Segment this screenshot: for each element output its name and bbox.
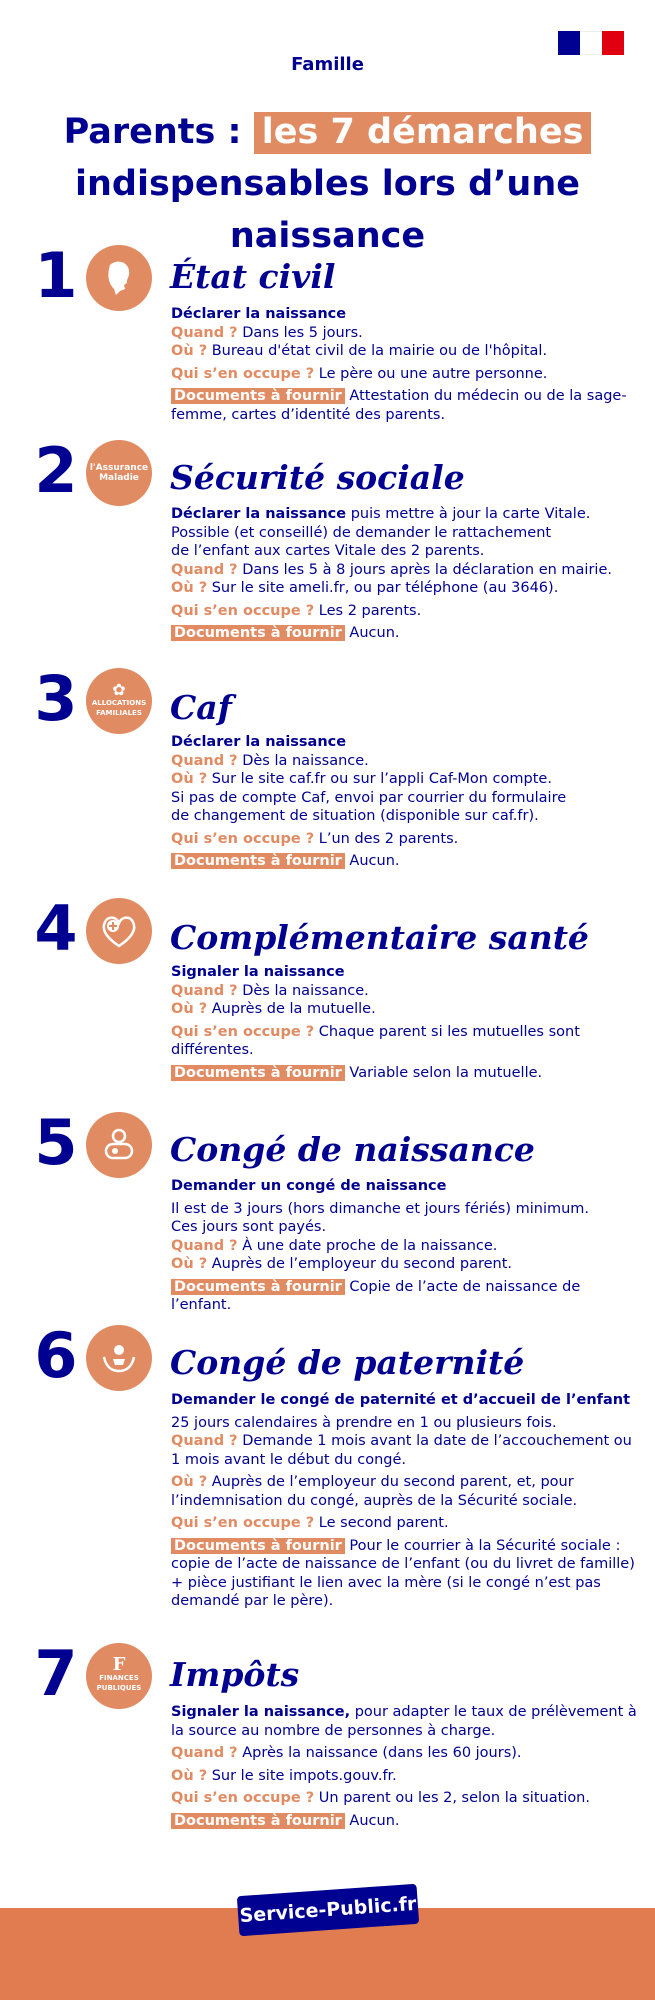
face-profile-icon	[86, 245, 152, 311]
step-body: Déclarer la naissance Quand ? Dès la naissance. Où ? Sur le site caf.fr ou sur l’appli Caf-Mon compte. Si pas de compte Caf, envoi par courrier du formulaire de changement de situation (disponible sur caf.fr). Qui s’en occupe ? L’un des 2 parents. Documents à fournir Aucun.	[171, 734, 567, 869]
category-label: Famille	[291, 54, 364, 75]
title-prefix: Parents :	[63, 112, 242, 152]
step-title: Impôts	[170, 1655, 300, 1694]
step-title: Sécurité sociale	[170, 458, 465, 497]
step-body: Signaler la naissance Quand ? Dès la naissance. Où ? Auprès de la mutuelle. Qui s’en occupe ? Chaque parent si les mutuelles sont différentes. Documents à fournir Variable selon la mutuelle.	[171, 964, 580, 1081]
step-body: Déclarer la naissance puis mettre à jour la carte Vitale. Possible (et conseillé) de demander le rattachement de l’enfant aux cartes Vitale des 2 parents. Quand ? Dans les 5 à 8 jours après la déclaration en mairie. Où ? Sur le site ameli.fr, ou par téléphone (au 3646). Qui s’en occupe ? Les 2 parents. Documents à fournir Aucun.	[171, 506, 612, 641]
step-number: 7	[34, 1637, 78, 1710]
assurance-maladie-logo: l'Assurance Maladie	[86, 440, 152, 506]
step-title: Complémentaire santé	[170, 918, 589, 957]
step-number: 3	[34, 662, 78, 735]
step-body: Demander un congé de naissance Il est de 3 jours (hors dimanche et jours fériés) minimum. Ces jours sont payés. Quand ? À une date proche de la naissance. Où ? Auprès de l’employeur du second parent. Documents à fournir Copie de l’acte de naissance de l’enfant.	[171, 1178, 590, 1313]
step-title: Caf	[170, 688, 232, 727]
baby-arms-icon	[86, 1112, 152, 1178]
step-number: 1	[34, 239, 78, 312]
service-public-logo: Service-Public.fr	[237, 1884, 419, 1936]
step-body: Signaler la naissance, pour adapter le taux de prélèvement à la source au nombre de personnes à charge. Quand ? Après la naissance (dans les 60 jours). Où ? Sur le site impots.gouv.fr. Qui s’en occupe ? Un parent ou les 2, selon la situation. Documents à fournir Aucun.	[171, 1704, 637, 1829]
step-number: 2	[34, 434, 78, 507]
french-flag-logo	[558, 31, 624, 55]
title-rest: indispensables lors d’une naissance	[74, 164, 580, 256]
step-title: Congé de naissance	[170, 1130, 535, 1169]
hands-baby-icon	[86, 1325, 152, 1391]
finances-publiques-logo: F FINANCES PUBLIQUES	[86, 1643, 152, 1709]
step-body: Déclarer la naissance Quand ? Dans les 5 jours. Où ? Bureau d'état civil de la mairie ou de l'hôpital. Qui s’en occupe ? Le père ou une autre personne. Documents à fournir Attestation du médecin ou de la sage-femme, cartes d’identité des parents.	[171, 306, 627, 423]
step-number: 4	[34, 892, 78, 965]
step-body: Demander le congé de paternité et d’accueil de l’enfant 25 jours calendaires à prendre en 1 ou plusieurs fois. Quand ? Demande 1 mois avant la date de l’accouchement ou 1 mois avant le début du congé. Où ? Auprès de l’employeur du second parent, et, pour l’indemnisation du congé, auprès de la Sécurité sociale. Qui s’en occupe ? Le second parent. Documents à fournir Pour le courrier à la Sécurité sociale : copie de l’acte de naissance de l’enfant (ou du livret de famille) + pièce justifiant le lien avec la mère (si le congé n’est pas demandé par le père).	[171, 1392, 635, 1609]
step-title: Congé de paternité	[170, 1343, 525, 1382]
heart-cross-icon	[86, 898, 152, 964]
step-number: 6	[34, 1319, 78, 1392]
step-title: État civil	[170, 257, 336, 296]
title-highlight: les 7 démarches	[254, 112, 592, 154]
step-number: 5	[34, 1106, 78, 1179]
allocations-familiales-logo: ✿ ALLOCATIONS FAMILIALES	[86, 668, 152, 734]
page-title	[0, 106, 655, 262]
